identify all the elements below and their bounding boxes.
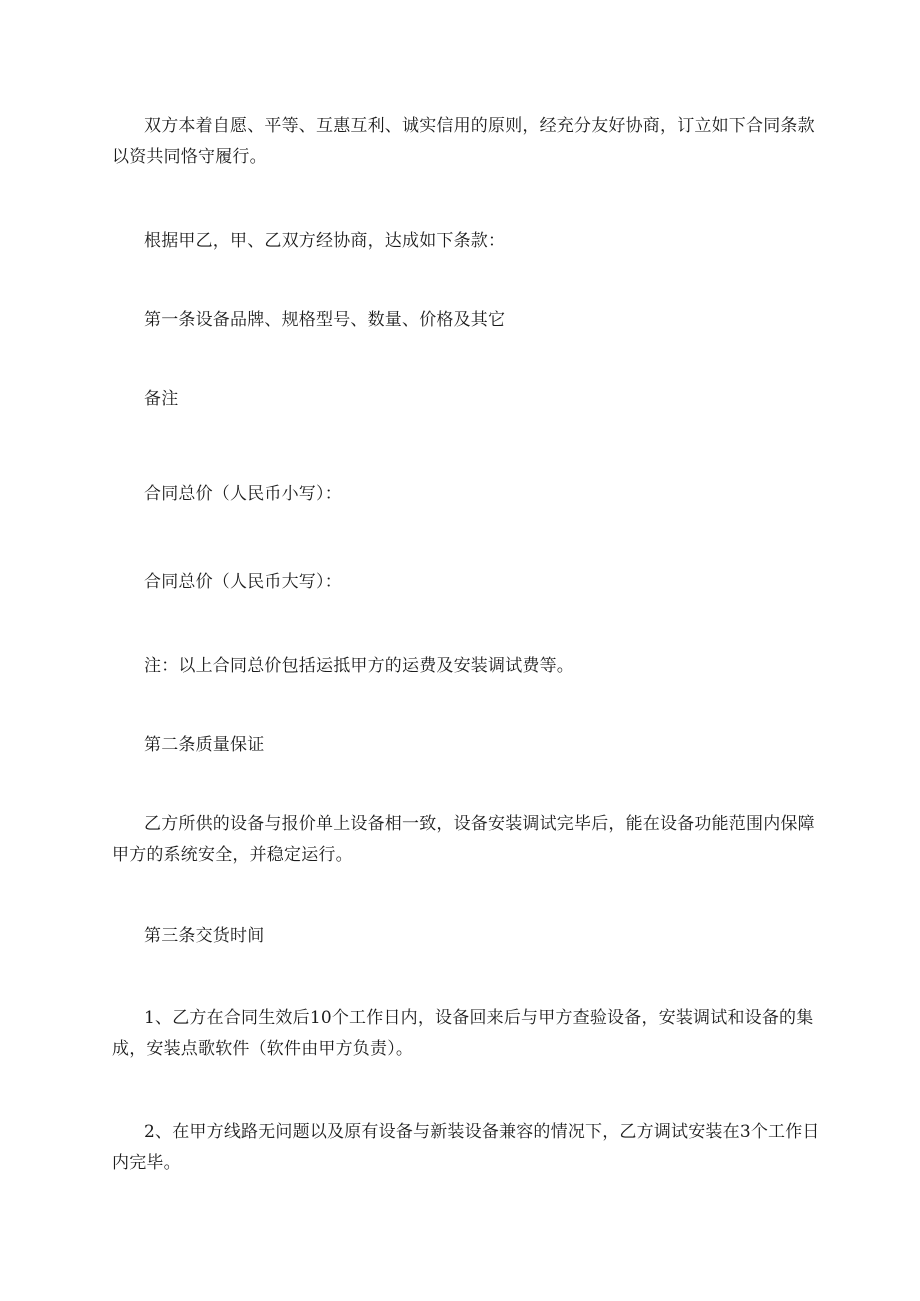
heading-article-1: 第一条设备品牌、规格型号、数量、价格及其它 — [144, 310, 506, 330]
paragraph-agreement-intro: 根据甲乙，甲、乙双方经协商，达成如下条款： — [144, 231, 506, 251]
paragraph-delivery-item-1: 1、乙方在合同生效后10个工作日内，设备回来后与甲方查验设备，安装调试和设备的集成，安装点歌软件（软件由甲方负责）。 — [112, 1008, 814, 1059]
label-total-price-figures: 合同总价（人民币小写）： — [144, 484, 342, 504]
paragraph-principles: 双方本着自愿、平等、互惠互利、诚实信用的原则，经充分友好协商，订立如下合同条款以资共同恪守履行。 — [112, 116, 815, 167]
label-total-price-words: 合同总价（人民币大写）： — [144, 572, 342, 592]
paragraph-price-note: 注：以上合同总价包括运抵甲方的运费及安装调试费等。 — [144, 656, 574, 676]
heading-article-2: 第二条质量保证 — [144, 735, 265, 755]
paragraph-quality-guarantee: 乙方所供的设备与报价单上设备相一致，设备安装调试完毕后，能在设备功能范围内保障甲方的系统安全，并稳定运行。 — [112, 814, 815, 865]
heading-article-3: 第三条交货时间 — [144, 926, 265, 946]
label-remarks: 备注 — [144, 389, 179, 409]
paragraph-delivery-item-2: 2、在甲方线路无问题以及原有设备与新装设备兼容的情况下，乙方调试安装在3个工作日内完毕。 — [112, 1122, 820, 1173]
